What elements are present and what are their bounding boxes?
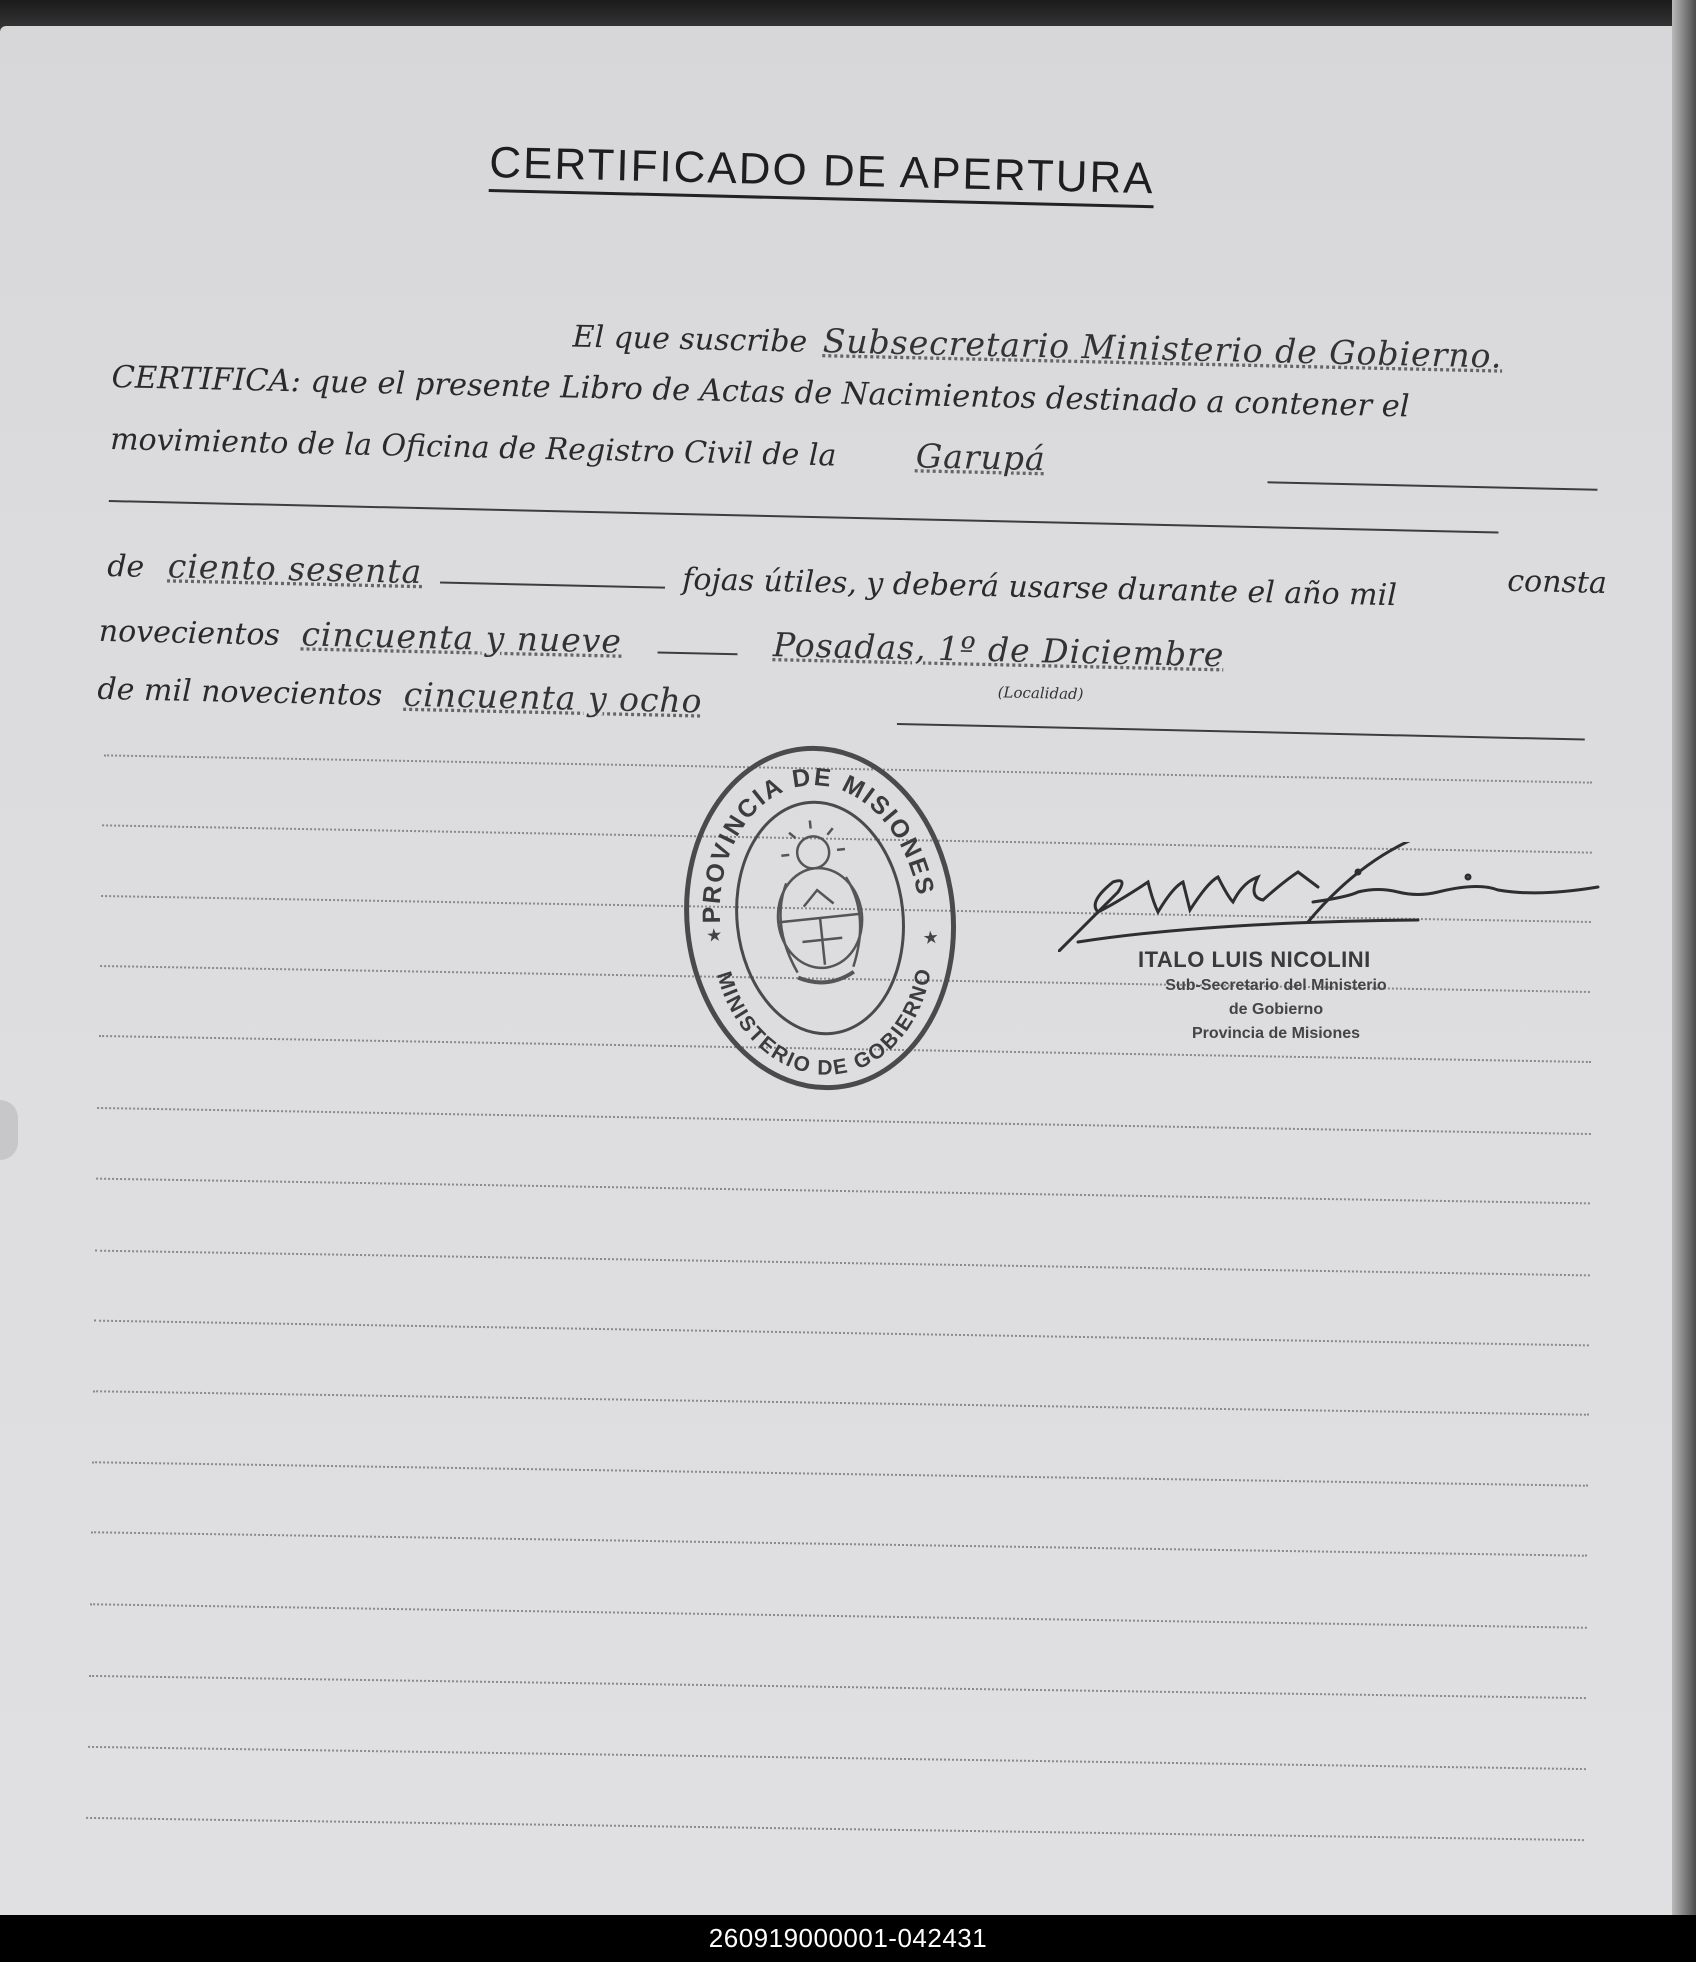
localidad-caption: (Localidad): [997, 683, 1084, 704]
svg-text:★: ★: [921, 926, 940, 950]
page-tear: [0, 1100, 18, 1160]
line-1-prefix: El que suscribe: [572, 319, 808, 360]
signer-role-line-3: Provincia de Misiones: [1191, 1025, 1361, 1042]
handwritten-office: Subsecretario Ministerio de Gobierno.: [822, 321, 1503, 376]
line-4-prefix: de: [106, 548, 145, 585]
line-3-prefix: movimiento de la Oficina de Registro Civil de la: [109, 422, 837, 474]
stamp-seal-icon: [662, 726, 978, 1108]
signature-block: [1058, 842, 1618, 1062]
footer-bar: [0, 1915, 1696, 1962]
document-id: 260919000001-042431: [708, 1923, 988, 1953]
handwritten-signature-icon: [1058, 842, 1618, 952]
handwritten-year: cincuenta y nueve: [301, 614, 623, 661]
signer-name: ITALO LUIS NICOLINI: [1138, 947, 1371, 972]
stamp-bottom-text: MINISTERIO DE GOBIERNO: [711, 965, 937, 1080]
line-4-end: consta: [1506, 563, 1608, 602]
svg-text:★: ★: [705, 924, 724, 947]
signer-role-line-1: Sub-Secretario del Ministerio: [1165, 977, 1387, 994]
scanner-edge-right: [1672, 0, 1696, 1915]
line-5-prefix: novecientos: [98, 613, 281, 653]
title-text: CERTIFICADO DE APERTURA: [489, 138, 1155, 208]
fill-rule-4: [440, 582, 665, 589]
official-stamp: [662, 726, 978, 1108]
stamp-top-text: PROVINCIA DE MISIONES: [697, 762, 940, 924]
line-4-mid: fojas útiles, y deberá usarse durante el año mil: [681, 562, 1398, 614]
signer-role-line-2: de Gobierno: [1228, 1001, 1324, 1018]
signer-role: [1126, 974, 1426, 1046]
handwritten-locality: Garupá: [915, 436, 1047, 479]
handwritten-pages: ciento sesenta: [167, 546, 423, 592]
handwritten-place-date: Posadas, 1º de Diciembre: [772, 625, 1225, 675]
line-6-prefix: de mil novecientos: [97, 671, 383, 714]
fill-rule-5: [657, 651, 737, 655]
line-2: CERTIFICA: que el presente Libro de Actas de Nacimientos destinado a contener el: [111, 360, 1410, 425]
handwritten-year-2: cincuenta y ocho: [403, 674, 703, 721]
